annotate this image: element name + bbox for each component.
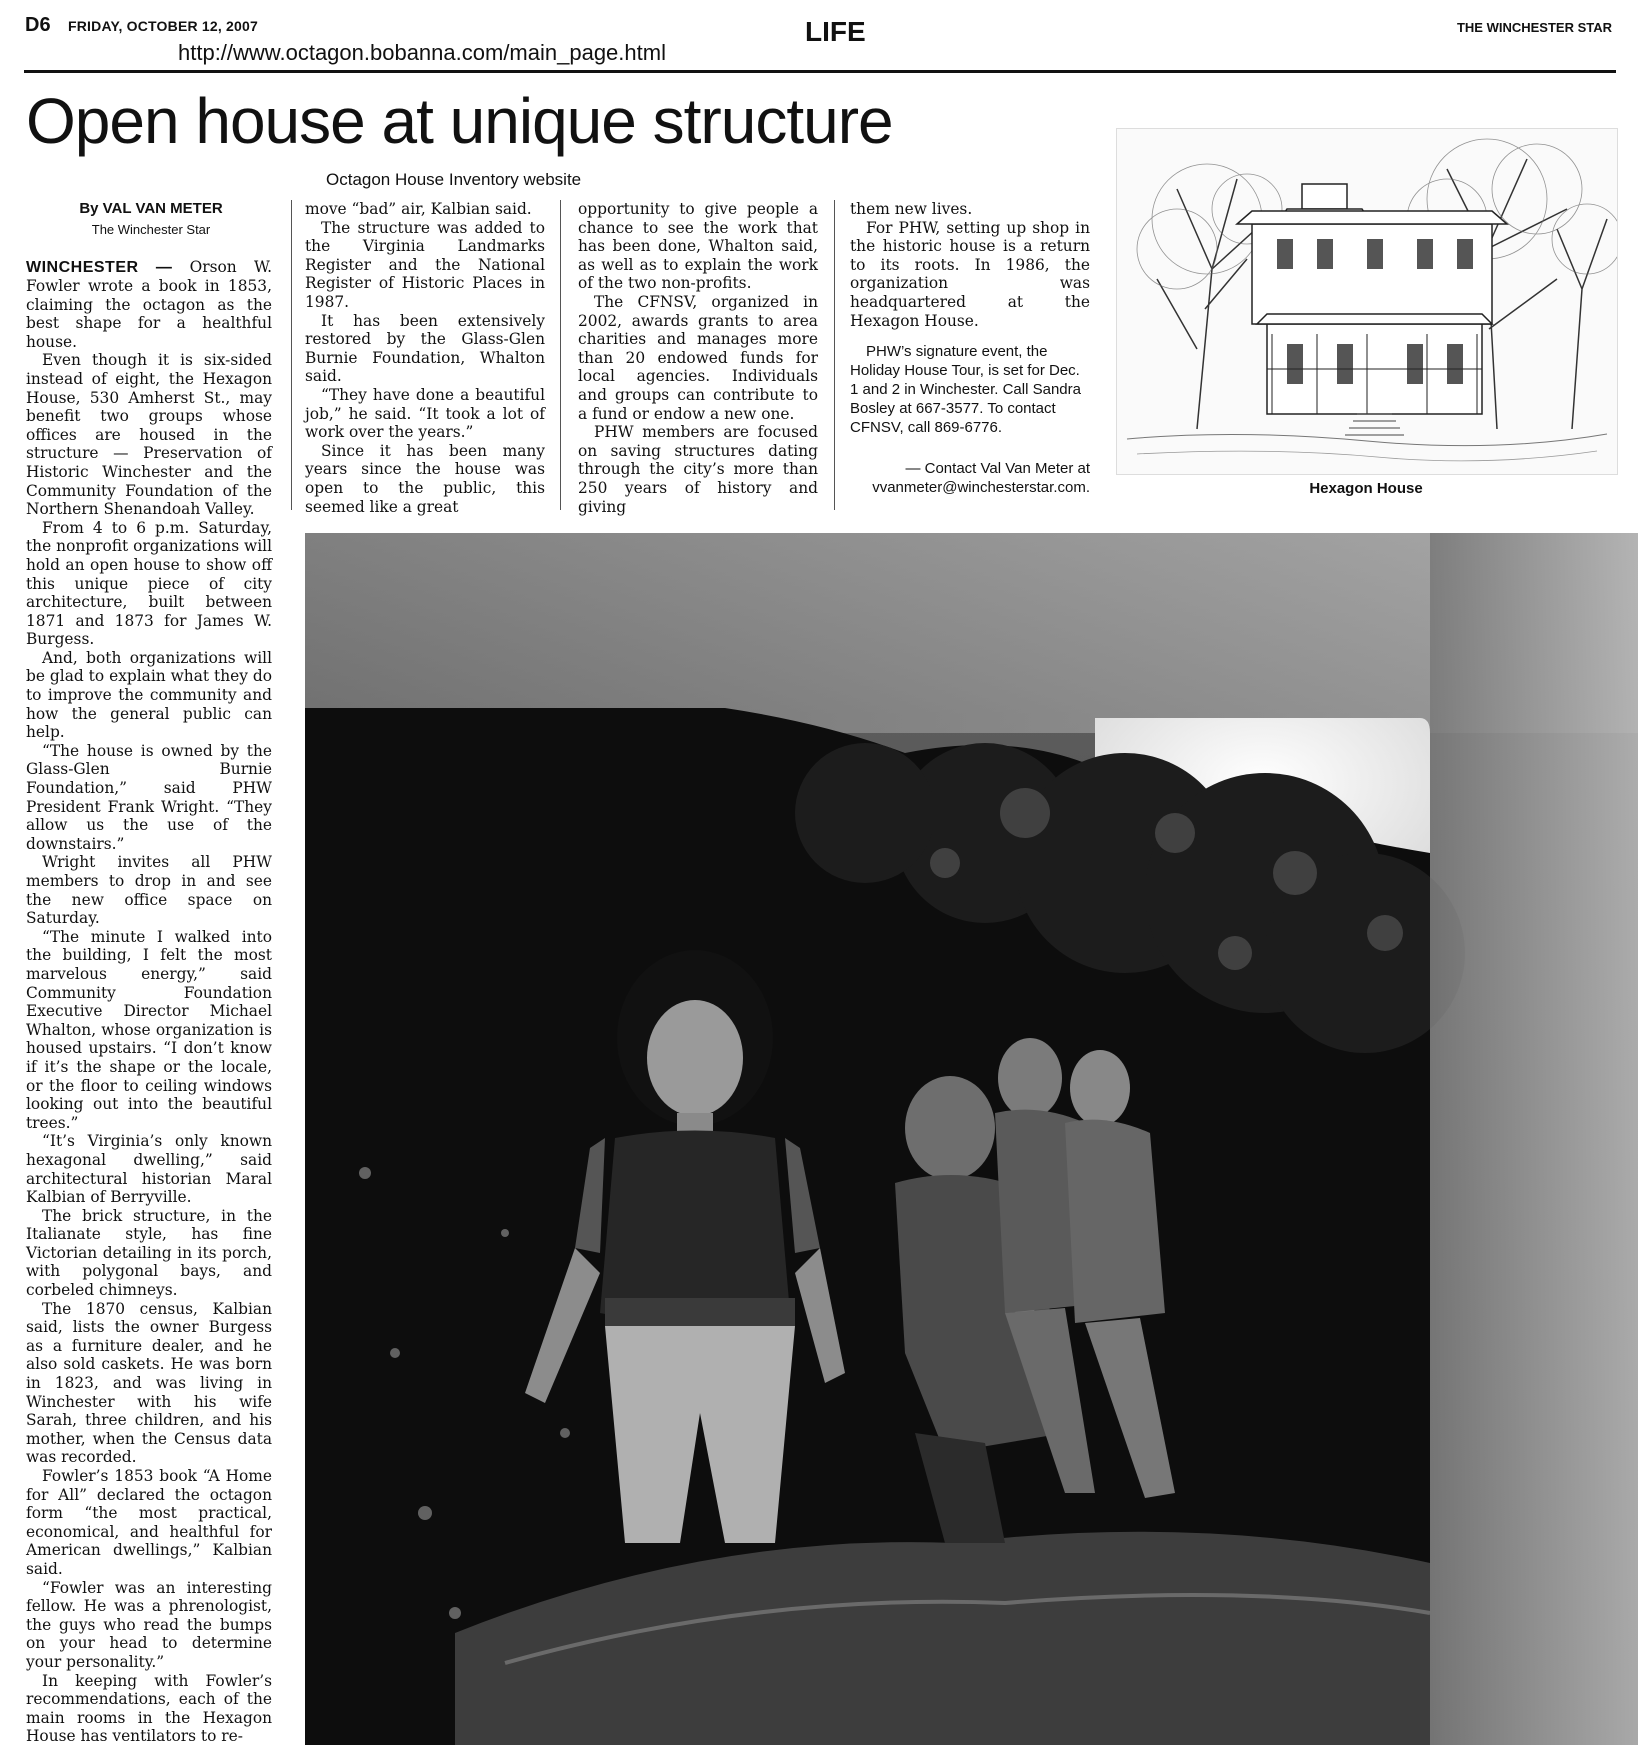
article-column-2 <box>305 200 545 516</box>
newspaper-name: THE WINCHESTER STAR <box>1456 20 1612 35</box>
paragraph: And, both organizations will be glad to explain what they do to improve the community and how the general public can help. <box>26 648 272 742</box>
paragraph: The CFNSV, organized in 2002, awards grants to area charities and manages more than 20 endowed funds for local agencies. Individuals and groups can contribute to a fund or endow a new one. <box>578 292 818 423</box>
subcaption: Octagon House Inventory website <box>326 170 582 189</box>
byline-organization: The Winchester Star <box>91 222 211 237</box>
column-rule <box>834 200 835 510</box>
byline: By VAL VAN METER <box>79 200 223 217</box>
paragraph: From 4 to 6 p.m. Saturday, the nonprofit organizations will hold an open house to show off this unique piece of city architecture, built between 1871 and 1873 for James W. Burgess. <box>26 518 272 649</box>
author-contact: — Contact Val Van Meter at vvanmeter@winchesterstar.com. <box>872 460 1090 497</box>
paragraph: The brick structure, in the Italianate style, has fine Victorian detailing in its porch, with polygonal bays, and corbeled chimneys. <box>26 1206 272 1300</box>
paragraph: PHW members are focused on saving structures dating through the city’s more than 250 years of history and giving <box>578 423 818 516</box>
paragraph: WINCHESTER — Orson W. Fowler wrote a book in 1853, claiming the octagon as the best shape for a healthful house. <box>26 258 272 351</box>
paragraph: In keeping with Fowler’s recommendations, each of the main rooms in the Hexagon House has ventilators to re- <box>26 1671 272 1746</box>
paragraph: opportunity to give people a chance to see the work that has been done, Whalton said, as well as to explain the work of the two non-profits. <box>578 200 818 293</box>
article-column-1 <box>26 258 272 1746</box>
article-column-4 <box>850 200 1090 497</box>
paragraph: Even though it is six-sided instead of eight, the Hexagon House, 530 Amherst St., may benefit two groups whose offices are housed in the structure — Preservation of Historic Winchester and the Community Foundation of the Northern Shenandoah Valley. <box>26 351 272 519</box>
paragraph: Fowler’s 1853 book “A Home for All” declared the octagon form “the most practical, economical, and healthful for American dwellings,” Kalbian said. <box>26 1467 272 1578</box>
paragraph: move “bad” air, Kalbian said. <box>305 200 532 218</box>
illustration-caption: Hexagon House <box>1309 480 1423 497</box>
author-email[interactable]: vvanmeter@winchesterstar.com. <box>872 479 1090 497</box>
paragraph: “The minute I walked into the building, I felt the most marvelous energy,” said Community Foundation Executive Director Michael Whalton, whose organization is housed upstairs. “I don’t know if it’s the shape or the locale, or the floor to ceiling windows looking out into the beautiful trees.” <box>26 927 272 1132</box>
paragraph: The 1870 census, Kalbian said, lists the owner Burgess as a furniture dealer, and he also sold caskets. He was born in 1823, and was living in Winchester with his wife Sarah, three children, and his mother, when the Census data was recorded. <box>26 1299 272 1467</box>
paragraph: “The house is owned by the Glass-Glen Burnie Foundation,” said PHW President Frank Wright. “They allow us the use of the downstairs.” <box>26 741 272 853</box>
paragraph: “It’s Virginia’s only known hexagonal dwelling,” said architectural historian Maral Kalbian of Berryville. <box>26 1132 272 1207</box>
paragraph: The structure was added to the Virginia Landmarks Register and the National Register of Historic Places in 1987. <box>305 218 545 311</box>
paragraph: “Fowler was an interesting fellow. He was a phrenologist, the guys who read the bumps on your head to determine your personality.” <box>26 1578 272 1671</box>
article-column-3 <box>578 200 818 516</box>
event-paragraph: PHW’s signature event, the Holiday House Tour, is set for Dec. 1 and 2 in Winchester. Call Sandra Bosley at 667-3577. To contact CFNSV, call 869-6776. <box>850 343 1081 437</box>
hexagon-house-sketch <box>1116 128 1618 475</box>
paragraph: For PHW, setting up shop in the historic house is a return to its roots. In 1986, the organization was headquartered at the Hexagon House. <box>850 218 1090 330</box>
column-rule <box>560 200 561 510</box>
paragraph: “They have done a beautiful job,” he said. “It took a lot of work over the years.” <box>305 385 545 442</box>
hikers-photo <box>305 533 1638 1745</box>
paragraph: them new lives. <box>850 200 973 218</box>
header-rule <box>24 70 1616 73</box>
section-name: LIFE <box>805 16 866 47</box>
column-rule <box>291 200 292 510</box>
paragraph: Since it has been many years since the house was open to the public, this seemed like a great <box>305 441 545 516</box>
paragraph: It has been extensively restored by the Glass-Glen Burnie Foundation, Whalton said. <box>305 311 545 386</box>
page-number: D6 <box>25 14 51 36</box>
headline: Open house at unique structure <box>26 85 893 157</box>
issue-date: FRIDAY, OCTOBER 12, 2007 <box>68 18 258 34</box>
dateline: WINCHESTER — <box>26 259 173 276</box>
paragraph: Wright invites all PHW members to drop in and see the new office space on Saturday. <box>26 853 272 928</box>
source-url[interactable]: http://www.octagon.bobanna.com/main_page.html <box>178 40 666 65</box>
